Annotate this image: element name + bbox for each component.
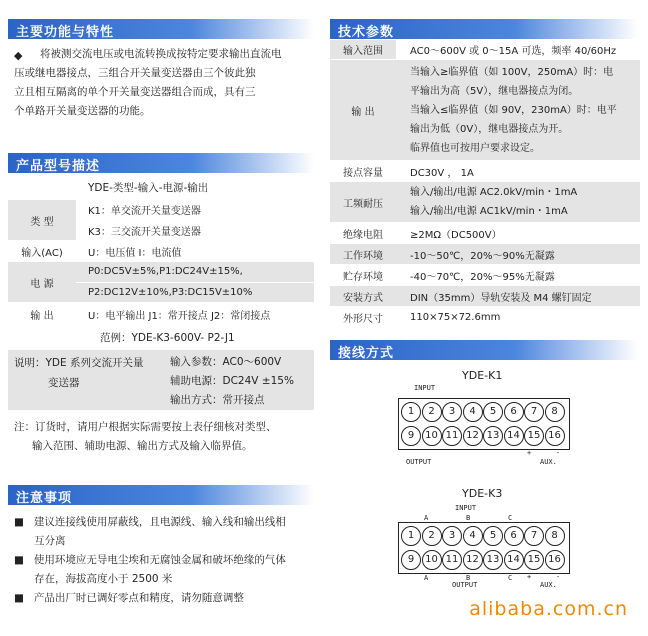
model-example: 范例：YDE-K3-600V- P2-J1	[100, 332, 235, 344]
square-bullet-icon: ■	[14, 554, 24, 566]
terminal: 4	[463, 526, 483, 546]
k3-top-b: B	[466, 514, 471, 522]
terminal: 4	[463, 402, 483, 422]
diamond-bullet-icon: ◆	[14, 49, 23, 62]
example-note-2: 变送器	[48, 377, 80, 389]
section-title: 产品型号描述	[16, 159, 101, 174]
k1-aux-label: AUX.	[540, 458, 557, 466]
terminal: 7	[524, 526, 544, 546]
terminal: 13	[483, 426, 503, 446]
terminal: 1	[401, 402, 421, 422]
terminal: 11	[442, 550, 462, 570]
terminal: 16	[545, 426, 565, 446]
k3-top-c: C	[508, 514, 513, 522]
terminal: 14	[504, 550, 524, 570]
k3-bot-a: A	[424, 574, 429, 582]
square-bullet-icon: ■	[14, 516, 24, 528]
terminal: 3	[442, 402, 462, 422]
terminal: 3	[442, 526, 462, 546]
terminal: 15	[524, 426, 544, 446]
k3-input-label: INPUT	[455, 504, 477, 512]
terminal: 9	[401, 426, 421, 446]
terminal: 15	[524, 550, 544, 570]
k1-input-label: INPUT	[414, 384, 436, 392]
list-item: ■ 建议连接线使用屏蔽线，且电源线、输入线和输出线相	[14, 516, 286, 528]
section-title: 接线方式	[338, 346, 395, 361]
example-params: 输入参数：AC0～600V 辅助电源：DC24V ±15% 输出方式：常开接点	[170, 356, 294, 406]
terminal: 2	[422, 526, 442, 546]
terminal: 8	[545, 526, 565, 546]
k1-title: YDE-K1	[462, 369, 503, 382]
list-item: ■ 使用环境应无导电尘埃和无腐蚀金属和破坏绝缘的气体	[14, 554, 286, 566]
terminal: 10	[422, 550, 442, 570]
terminal: 2	[422, 402, 442, 422]
terminal: 10	[422, 426, 442, 446]
section-title: 注意事项	[16, 491, 73, 506]
section-header-notes	[8, 485, 314, 505]
list-item: ■ 产品出厂时已调好零点和精度，请勿随意调整	[14, 592, 244, 604]
notes-list	[14, 513, 320, 608]
terminal: 13	[483, 550, 503, 570]
example-note: 说明：YDE 系列交流开关量	[14, 357, 144, 369]
k1-minus: -	[556, 449, 561, 457]
terminal: 7	[524, 402, 544, 422]
k3-aux-label: AUX.	[540, 581, 557, 589]
section-header-features	[8, 19, 314, 39]
terminal: 8	[545, 402, 565, 422]
section-header-specs	[330, 19, 638, 39]
k3-bot-c: C	[508, 574, 513, 582]
watermark: alibaba.com.cn	[469, 598, 628, 620]
order-note: 注：订货时，请用户根据实际需要按上表仔细核对类型、 输入范围、辅助电源、输出方式及输入临界值。	[14, 421, 277, 452]
k3-title: YDE-K3	[462, 487, 503, 500]
section-header-wiring	[330, 340, 638, 360]
square-bullet-icon: ■	[14, 592, 24, 604]
terminal: 12	[463, 550, 483, 570]
k1-output-label: OUTPUT	[406, 458, 432, 466]
model-table: 类 型 K1：单交流开关量变送器 K3：三交流开关量变送器 输入(AC) U：电压值 I：电流值 电 源 P0:DC5V±5%,P1:DC24V±15%, P2:DC12V±10%,P3:DC15V±10% 输 出 U：电平输出 J1：常开接点 J2：常闭接点	[8, 200, 314, 325]
k1-plus: +	[527, 449, 532, 457]
features-text: 将被测交流电压或电流转换成按特定要求输出直流电 压或继电器接点，三组合开关量变送器由三个彼此独 立且相互隔离的单个开关量变送器组合而成，具有三 个单路开关量变送器的功能。	[14, 48, 282, 117]
terminal: 9	[401, 550, 421, 570]
section-title: 主要功能与特性	[16, 25, 115, 40]
terminal: 11	[442, 426, 462, 446]
terminal: 5	[483, 526, 503, 546]
section-header-model	[8, 153, 314, 173]
section-title: 技术参数	[338, 25, 395, 40]
k3-plus: +	[527, 573, 532, 581]
terminal: 6	[504, 526, 524, 546]
k3-bot-b: B	[466, 574, 471, 582]
k3-output-label: OUTPUT	[452, 581, 478, 589]
k3-top-a: A	[424, 514, 429, 522]
terminal: 5	[483, 402, 503, 422]
terminal: 6	[504, 402, 524, 422]
terminal: 12	[463, 426, 483, 446]
model-format: YDE-类型-输入-电源-输出	[88, 182, 209, 194]
list-item-cont: 互分离	[34, 535, 66, 547]
k3-minus: -	[556, 573, 561, 581]
terminal: 1	[401, 526, 421, 546]
specs-table: 输入范围 AC0～600V 或 0～15A 可选，频率 40/60Hz 输 出 当输入≥临界值（如 100V，250mA）时：电 平输出为高（5V），继电器接点为闭。 当输入≤临界值（如 90V，230mA）时：电平 输出为低（0V），继电器接点为开。 临界值也可按用户要求设定。 接点容量 DC30V ， 1A 工频耐压 输入/输出/电源 AC2.0kV/min・1mA 输入/输出/电源 AC1kV/min・1mA 绝缘电阻 ≥2MΩ（DC500V） 工作环境 -10～50℃，20%～90%无凝露 贮存环境 -40～70℃，20%～95%无凝露 安装方式 DIN（35mm）导轨安装及 M4 螺钉固定 外形尺寸 110×75×72.6mm	[330, 40, 640, 327]
list-item-cont: 存在，海拔高度小于 2500 米	[34, 573, 173, 585]
terminal: 14	[504, 426, 524, 446]
terminal: 16	[545, 550, 565, 570]
